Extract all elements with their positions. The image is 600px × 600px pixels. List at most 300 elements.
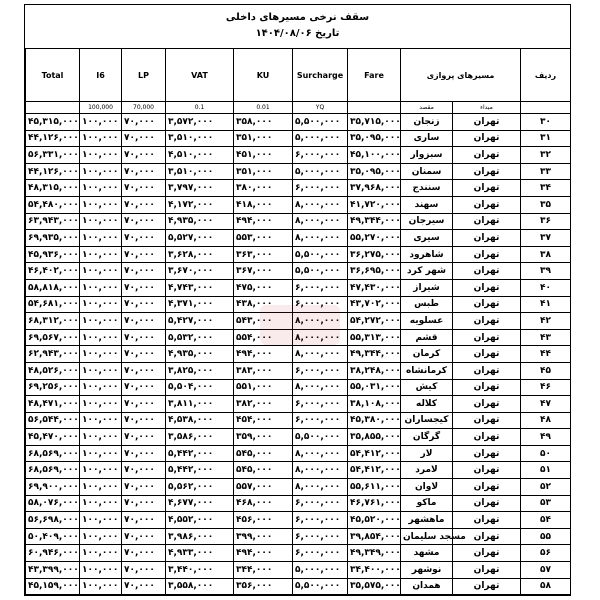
cell-i6: ۱۰۰,۰۰۰ [80,114,122,131]
cell-total: ۶۳,۹۴۳,۰۰۰ [26,213,80,230]
cell-origin: تهران [453,396,521,413]
cell-vat: ۳,۶۷۰,۰۰۰ [166,263,234,280]
table-row [26,479,571,496]
cell-lp: ۷۰,۰۰۰ [122,528,166,545]
cell-vat: ۴,۹۳۵,۰۰۰ [166,213,234,230]
cell-i6: ۱۰۰,۰۰۰ [80,279,122,296]
cell-i6: ۱۰۰,۰۰۰ [80,495,122,512]
cell-surcharge: ۵,۰۰۰,۰۰۰ [293,130,348,147]
table-row [26,528,571,545]
cell-surcharge: ۵,۵۰۰,۰۰۰ [293,578,348,595]
cell-total: ۴۸,۵۲۶,۰۰۰ [26,362,80,379]
cell-vat: ۳,۵۱۰,۰۰۰ [166,163,234,180]
sub-vat: 0.1 [166,102,234,114]
cell-origin: تهران [453,313,521,330]
cell-ku: ۳۵۱,۰۰۰ [234,130,293,147]
cell-lp: ۷۰,۰۰۰ [122,296,166,313]
cell-lp: ۷۰,۰۰۰ [122,545,166,562]
fare-sheet [24,4,571,596]
cell-surcharge: ۸,۰۰۰,۰۰۰ [293,479,348,496]
sub-lp: 70,000 [122,102,166,114]
cell-destination: قشم [401,329,453,346]
cell-i6: ۱۰۰,۰۰۰ [80,346,122,363]
table-row [26,180,571,197]
col-total-header: Total [26,49,80,102]
cell-fare: ۳۵,۵۷۵,۰۰۰ [348,578,401,595]
cell-lp: ۷۰,۰۰۰ [122,512,166,529]
cell-origin: تهران [453,495,521,512]
cell-index: ۴۶ [521,379,571,396]
cell-fare: ۴۹,۳۴۴,۰۰۰ [348,213,401,230]
cell-ku: ۵۴۳,۰۰۰ [234,313,293,330]
cell-lp: ۷۰,۰۰۰ [122,362,166,379]
cell-fare: ۵۴,۲۷۲,۰۰۰ [348,313,401,330]
cell-vat: ۵,۴۴۲,۰۰۰ [166,445,234,462]
cell-destination: زنجان [401,114,453,131]
col-index-header: ردیف [521,49,571,102]
cell-destination: لار [401,445,453,462]
cell-destination: سبزوار [401,147,453,164]
cell-vat: ۳,۷۹۷,۰۰۰ [166,180,234,197]
cell-vat: ۳,۸۲۵,۰۰۰ [166,362,234,379]
cell-surcharge: ۸,۰۰۰,۰۰۰ [293,445,348,462]
table-subheader-row [26,102,571,114]
cell-destination: شاهرود [401,246,453,263]
sheet-title: سقف نرخی مسیرهای داخلی [225,12,370,23]
cell-ku: ۳۵۶,۰۰۰ [234,578,293,595]
cell-total: ۴۵,۳۱۵,۰۰۰ [26,114,80,131]
sub-destination: مقصد [401,102,453,114]
cell-lp: ۷۰,۰۰۰ [122,396,166,413]
cell-i6: ۱۰۰,۰۰۰ [80,196,122,213]
cell-i6: ۱۰۰,۰۰۰ [80,578,122,595]
table-row [26,562,571,579]
cell-surcharge: ۶,۰۰۰,۰۰۰ [293,512,348,529]
col-surcharge-header: Surcharge [293,49,348,102]
cell-origin: تهران [453,362,521,379]
cell-index: ۵۶ [521,545,571,562]
cell-lp: ۷۰,۰۰۰ [122,263,166,280]
sub-fare [348,102,401,114]
cell-total: ۶۹,۲۵۶,۰۰۰ [26,379,80,396]
cell-total: ۶۸,۵۶۹,۰۰۰ [26,462,80,479]
cell-destination: طبس [401,296,453,313]
cell-index: ۵۵ [521,528,571,545]
cell-ku: ۵۴۵,۰۰۰ [234,445,293,462]
cell-vat: ۳,۶۲۸,۰۰۰ [166,246,234,263]
cell-index: ۵۰ [521,445,571,462]
cell-vat: ۴,۵۳۸,۰۰۰ [166,412,234,429]
cell-surcharge: ۸,۰۰۰,۰۰۰ [293,379,348,396]
table-row [26,279,571,296]
cell-origin: تهران [453,512,521,529]
cell-fare: ۳۵,۷۱۵,۰۰۰ [348,114,401,131]
cell-fare: ۳۴,۴۰۰,۰۰۰ [348,562,401,579]
cell-origin: تهران [453,545,521,562]
table-row [26,263,571,280]
cell-fare: ۳۹,۸۵۴,۰۰۰ [348,528,401,545]
cell-lp: ۷۰,۰۰۰ [122,313,166,330]
cell-i6: ۱۰۰,۰۰۰ [80,362,122,379]
cell-destination: سهند [401,196,453,213]
table-row [26,578,571,595]
cell-i6: ۱۰۰,۰۰۰ [80,147,122,164]
col-fare-header: Fare [348,49,401,102]
cell-index: ۳۳ [521,163,571,180]
cell-fare: ۵۵,۰۳۱,۰۰۰ [348,379,401,396]
cell-i6: ۱۰۰,۰۰۰ [80,429,122,446]
cell-vat: ۴,۹۳۵,۰۰۰ [166,346,234,363]
cell-origin: تهران [453,578,521,595]
cell-i6: ۱۰۰,۰۰۰ [80,313,122,330]
cell-surcharge: ۶,۰۰۰,۰۰۰ [293,412,348,429]
cell-origin: تهران [453,445,521,462]
cell-total: ۴۵,۱۵۹,۰۰۰ [26,578,80,595]
cell-fare: ۴۱,۷۲۰,۰۰۰ [348,196,401,213]
cell-origin: تهران [453,246,521,263]
cell-origin: تهران [453,230,521,247]
cell-total: ۵۴,۶۸۱,۰۰۰ [26,296,80,313]
cell-origin: تهران [453,279,521,296]
cell-i6: ۱۰۰,۰۰۰ [80,396,122,413]
cell-vat: ۴,۷۴۳,۰۰۰ [166,279,234,296]
col-vat-header: VAT [166,49,234,102]
sub-i6: 100,000 [80,102,122,114]
cell-surcharge: ۸,۰۰۰,۰۰۰ [293,329,348,346]
cell-total: ۴۳,۳۹۹,۰۰۰ [26,562,80,579]
cell-origin: تهران [453,147,521,164]
cell-origin: تهران [453,479,521,496]
table-row [26,196,571,213]
col-routes-header: مسیرهای پروازی [401,49,521,102]
cell-origin: تهران [453,412,521,429]
cell-total: ۶۹,۹۰۰,۰۰۰ [26,479,80,496]
cell-fare: ۴۵,۳۸۰,۰۰۰ [348,412,401,429]
cell-lp: ۷۰,۰۰۰ [122,230,166,247]
cell-destination: سمنان [401,163,453,180]
table-row [26,213,571,230]
cell-ku: ۴۹۴,۰۰۰ [234,213,293,230]
cell-vat: ۳,۵۷۲,۰۰۰ [166,114,234,131]
cell-total: ۵۶,۵۴۴,۰۰۰ [26,412,80,429]
cell-vat: ۳,۹۸۶,۰۰۰ [166,528,234,545]
table-row [26,545,571,562]
cell-lp: ۷۰,۰۰۰ [122,562,166,579]
cell-destination: عسلویه [401,313,453,330]
cell-fare: ۳۵,۰۹۵,۰۰۰ [348,130,401,147]
cell-ku: ۴۶۸,۰۰۰ [234,495,293,512]
cell-index: ۳۱ [521,130,571,147]
cell-total: ۶۸,۵۶۹,۰۰۰ [26,445,80,462]
table-row [26,495,571,512]
cell-vat: ۳,۴۴۰,۰۰۰ [166,562,234,579]
cell-total: ۴۵,۴۷۰,۰۰۰ [26,429,80,446]
cell-lp: ۷۰,۰۰۰ [122,479,166,496]
cell-fare: ۳۶,۶۹۵,۰۰۰ [348,263,401,280]
table-row [26,512,571,529]
cell-destination: همدان [401,578,453,595]
cell-lp: ۷۰,۰۰۰ [122,429,166,446]
cell-total: ۴۴,۱۲۶,۰۰۰ [26,163,80,180]
cell-index: ۴۵ [521,362,571,379]
cell-ku: ۴۷۵,۰۰۰ [234,279,293,296]
cell-i6: ۱۰۰,۰۰۰ [80,462,122,479]
cell-lp: ۷۰,۰۰۰ [122,279,166,296]
col-i6-header: I6 [80,49,122,102]
cell-lp: ۷۰,۰۰۰ [122,163,166,180]
cell-lp: ۷۰,۰۰۰ [122,346,166,363]
cell-origin: تهران [453,462,521,479]
cell-lp: ۷۰,۰۰۰ [122,114,166,131]
cell-total: ۶۹,۹۳۵,۰۰۰ [26,230,80,247]
cell-destination: لامرد [401,462,453,479]
table-row [26,379,571,396]
cell-surcharge: ۵,۵۰۰,۰۰۰ [293,429,348,446]
cell-origin: تهران [453,263,521,280]
cell-vat: ۴,۶۷۷,۰۰۰ [166,495,234,512]
cell-i6: ۱۰۰,۰۰۰ [80,180,122,197]
cell-vat: ۵,۵۶۲,۰۰۰ [166,479,234,496]
cell-surcharge: ۶,۰۰۰,۰۰۰ [293,545,348,562]
cell-destination: لاوان [401,479,453,496]
cell-surcharge: ۶,۰۰۰,۰۰۰ [293,495,348,512]
cell-fare: ۳۸,۲۴۸,۰۰۰ [348,362,401,379]
cell-surcharge: ۶,۰۰۰,۰۰۰ [293,147,348,164]
table-row [26,412,571,429]
cell-index: ۵۱ [521,462,571,479]
cell-fare: ۳۶,۲۷۵,۰۰۰ [348,246,401,263]
cell-total: ۵۶,۳۳۱,۰۰۰ [26,147,80,164]
cell-total: ۵۸,۸۱۸,۰۰۰ [26,279,80,296]
cell-origin: تهران [453,296,521,313]
cell-i6: ۱۰۰,۰۰۰ [80,329,122,346]
cell-index: ۳۴ [521,180,571,197]
table-row [26,445,571,462]
cell-total: ۴۸,۴۷۱,۰۰۰ [26,396,80,413]
cell-vat: ۵,۵۰۴,۰۰۰ [166,379,234,396]
cell-destination: کلاله [401,396,453,413]
cell-ku: ۵۵۴,۰۰۰ [234,329,293,346]
cell-fare: ۳۵,۰۹۵,۰۰۰ [348,163,401,180]
cell-surcharge: ۸,۰۰۰,۰۰۰ [293,313,348,330]
cell-index: ۵۳ [521,495,571,512]
cell-i6: ۱۰۰,۰۰۰ [80,562,122,579]
cell-i6: ۱۰۰,۰۰۰ [80,130,122,147]
cell-destination: گرگان [401,429,453,446]
cell-index: ۵۲ [521,479,571,496]
cell-index: ۳۶ [521,213,571,230]
cell-index: ۴۷ [521,396,571,413]
cell-ku: ۳۸۲,۰۰۰ [234,396,293,413]
cell-origin: تهران [453,329,521,346]
cell-vat: ۴,۳۷۱,۰۰۰ [166,296,234,313]
cell-destination: مشهد [401,545,453,562]
table-row [26,246,571,263]
sheet-date: تاریخ ۱۴۰۴/۰۸/۰۶ [255,28,340,39]
table-row [26,429,571,446]
cell-surcharge: ۸,۰۰۰,۰۰۰ [293,196,348,213]
cell-vat: ۴,۹۳۳,۰۰۰ [166,545,234,562]
col-ku-header: KU [234,49,293,102]
cell-lp: ۷۰,۰۰۰ [122,329,166,346]
cell-ku: ۴۵۴,۰۰۰ [234,412,293,429]
table-row [26,130,571,147]
cell-index: ۵۸ [521,578,571,595]
cell-ku: ۴۹۴,۰۰۰ [234,346,293,363]
cell-lp: ۷۰,۰۰۰ [122,462,166,479]
table-row [26,163,571,180]
cell-index: ۳۰ [521,114,571,131]
cell-surcharge: ۶,۰۰۰,۰۰۰ [293,528,348,545]
cell-lp: ۷۰,۰۰۰ [122,180,166,197]
cell-origin: تهران [453,114,521,131]
cell-index: ۳۸ [521,246,571,263]
cell-index: ۵۴ [521,512,571,529]
cell-fare: ۵۴,۴۱۲,۰۰۰ [348,462,401,479]
cell-ku: ۵۵۱,۰۰۰ [234,379,293,396]
cell-fare: ۳۵,۸۵۵,۰۰۰ [348,429,401,446]
cell-lp: ۷۰,۰۰۰ [122,213,166,230]
cell-vat: ۵,۴۴۲,۰۰۰ [166,462,234,479]
cell-fare: ۴۵,۱۰۰,۰۰۰ [348,147,401,164]
cell-lp: ۷۰,۰۰۰ [122,147,166,164]
cell-index: ۳۲ [521,147,571,164]
cell-surcharge: ۵,۵۰۰,۰۰۰ [293,263,348,280]
cell-destination: کیجساران [401,412,453,429]
cell-surcharge: ۸,۰۰۰,۰۰۰ [293,213,348,230]
cell-surcharge: ۶,۰۰۰,۰۰۰ [293,279,348,296]
table-row [26,230,571,247]
table-row [26,362,571,379]
cell-destination: ماهشهر [401,512,453,529]
cell-origin: تهران [453,163,521,180]
cell-vat: ۵,۴۲۷,۰۰۰ [166,313,234,330]
cell-destination: ساری [401,130,453,147]
sub-ku: 0.01 [234,102,293,114]
cell-ku: ۳۶۳,۰۰۰ [234,246,293,263]
cell-fare: ۳۸,۱۰۸,۰۰۰ [348,396,401,413]
cell-lp: ۷۰,۰۰۰ [122,196,166,213]
cell-fare: ۴۹,۳۴۴,۰۰۰ [348,346,401,363]
cell-ku: ۵۵۷,۰۰۰ [234,479,293,496]
cell-ku: ۳۵۹,۰۰۰ [234,429,293,446]
cell-ku: ۳۸۰,۰۰۰ [234,180,293,197]
cell-i6: ۱۰۰,۰۰۰ [80,163,122,180]
cell-total: ۶۰,۹۴۶,۰۰۰ [26,545,80,562]
sub-total [26,102,80,114]
cell-lp: ۷۰,۰۰۰ [122,445,166,462]
cell-vat: ۳,۸۱۱,۰۰۰ [166,396,234,413]
cell-surcharge: ۵,۵۰۰,۰۰۰ [293,114,348,131]
cell-lp: ۷۰,۰۰۰ [122,130,166,147]
cell-destination: ماکو [401,495,453,512]
table-row [26,346,571,363]
cell-i6: ۱۰۰,۰۰۰ [80,445,122,462]
cell-ku: ۵۵۳,۰۰۰ [234,230,293,247]
cell-surcharge: ۵,۵۰۰,۰۰۰ [293,246,348,263]
cell-index: ۴۸ [521,412,571,429]
table-row [26,114,571,131]
sub-index [521,102,571,114]
cell-total: ۵۸,۰۷۶,۰۰۰ [26,495,80,512]
cell-index: ۴۲ [521,313,571,330]
cell-total: ۵۰,۴۰۹,۰۰۰ [26,528,80,545]
cell-vat: ۳,۵۸۶,۰۰۰ [166,429,234,446]
cell-surcharge: ۸,۰۰۰,۰۰۰ [293,230,348,247]
cell-destination: مسجد سلیمان [401,528,453,545]
cell-i6: ۱۰۰,۰۰۰ [80,545,122,562]
cell-destination: شیراز [401,279,453,296]
cell-i6: ۱۰۰,۰۰۰ [80,263,122,280]
cell-ku: ۳۸۳,۰۰۰ [234,362,293,379]
cell-surcharge: ۵,۰۰۰,۰۰۰ [293,562,348,579]
cell-i6: ۱۰۰,۰۰۰ [80,379,122,396]
cell-destination: کرمانشاه [401,362,453,379]
cell-index: ۴۰ [521,279,571,296]
cell-surcharge: ۶,۰۰۰,۰۰۰ [293,296,348,313]
cell-total: ۴۸,۳۱۵,۰۰۰ [26,180,80,197]
cell-total: ۴۴,۱۲۶,۰۰۰ [26,130,80,147]
sub-surcharge: YQ [293,102,348,114]
cell-i6: ۱۰۰,۰۰۰ [80,296,122,313]
cell-destination: شهر کرد [401,263,453,280]
cell-total: ۵۶,۶۹۸,۰۰۰ [26,512,80,529]
cell-lp: ۷۰,۰۰۰ [122,379,166,396]
cell-fare: ۴۷,۴۳۰,۰۰۰ [348,279,401,296]
cell-vat: ۵,۵۳۲,۰۰۰ [166,329,234,346]
cell-index: ۳۹ [521,263,571,280]
cell-fare: ۴۹,۳۴۹,۰۰۰ [348,545,401,562]
cell-surcharge: ۶,۰۰۰,۰۰۰ [293,396,348,413]
cell-vat: ۴,۵۵۲,۰۰۰ [166,512,234,529]
cell-index: ۴۹ [521,429,571,446]
cell-i6: ۱۰۰,۰۰۰ [80,213,122,230]
cell-ku: ۵۴۵,۰۰۰ [234,462,293,479]
cell-ku: ۳۵۱,۰۰۰ [234,163,293,180]
cell-origin: تهران [453,379,521,396]
table-row [26,462,571,479]
cell-vat: ۴,۱۷۲,۰۰۰ [166,196,234,213]
cell-vat: ۳,۵۱۰,۰۰۰ [166,130,234,147]
cell-vat: ۵,۵۲۷,۰۰۰ [166,230,234,247]
cell-ku: ۴۱۸,۰۰۰ [234,196,293,213]
cell-i6: ۱۰۰,۰۰۰ [80,528,122,545]
cell-fare: ۵۵,۲۷۰,۰۰۰ [348,230,401,247]
cell-total: ۴۶,۴۰۲,۰۰۰ [26,263,80,280]
sub-origin: مبداء [453,102,521,114]
cell-ku: ۳۴۴,۰۰۰ [234,562,293,579]
watermark [260,305,340,345]
cell-index: ۳۵ [521,196,571,213]
cell-fare: ۳۷,۹۶۸,۰۰۰ [348,180,401,197]
cell-origin: تهران [453,180,521,197]
cell-lp: ۷۰,۰۰۰ [122,495,166,512]
cell-vat: ۳,۵۵۸,۰۰۰ [166,578,234,595]
cell-index: ۴۳ [521,329,571,346]
table-header-row [26,49,571,102]
cell-index: ۴۴ [521,346,571,363]
cell-i6: ۱۰۰,۰۰۰ [80,246,122,263]
cell-fare: ۴۵,۵۲۰,۰۰۰ [348,512,401,529]
cell-surcharge: ۸,۰۰۰,۰۰۰ [293,462,348,479]
cell-fare: ۵۵,۳۱۳,۰۰۰ [348,329,401,346]
cell-index: ۵۷ [521,562,571,579]
cell-i6: ۱۰۰,۰۰۰ [80,230,122,247]
cell-destination: کیش [401,379,453,396]
cell-ku: ۴۵۱,۰۰۰ [234,147,293,164]
cell-origin: تهران [453,429,521,446]
cell-destination: نوشهر [401,562,453,579]
